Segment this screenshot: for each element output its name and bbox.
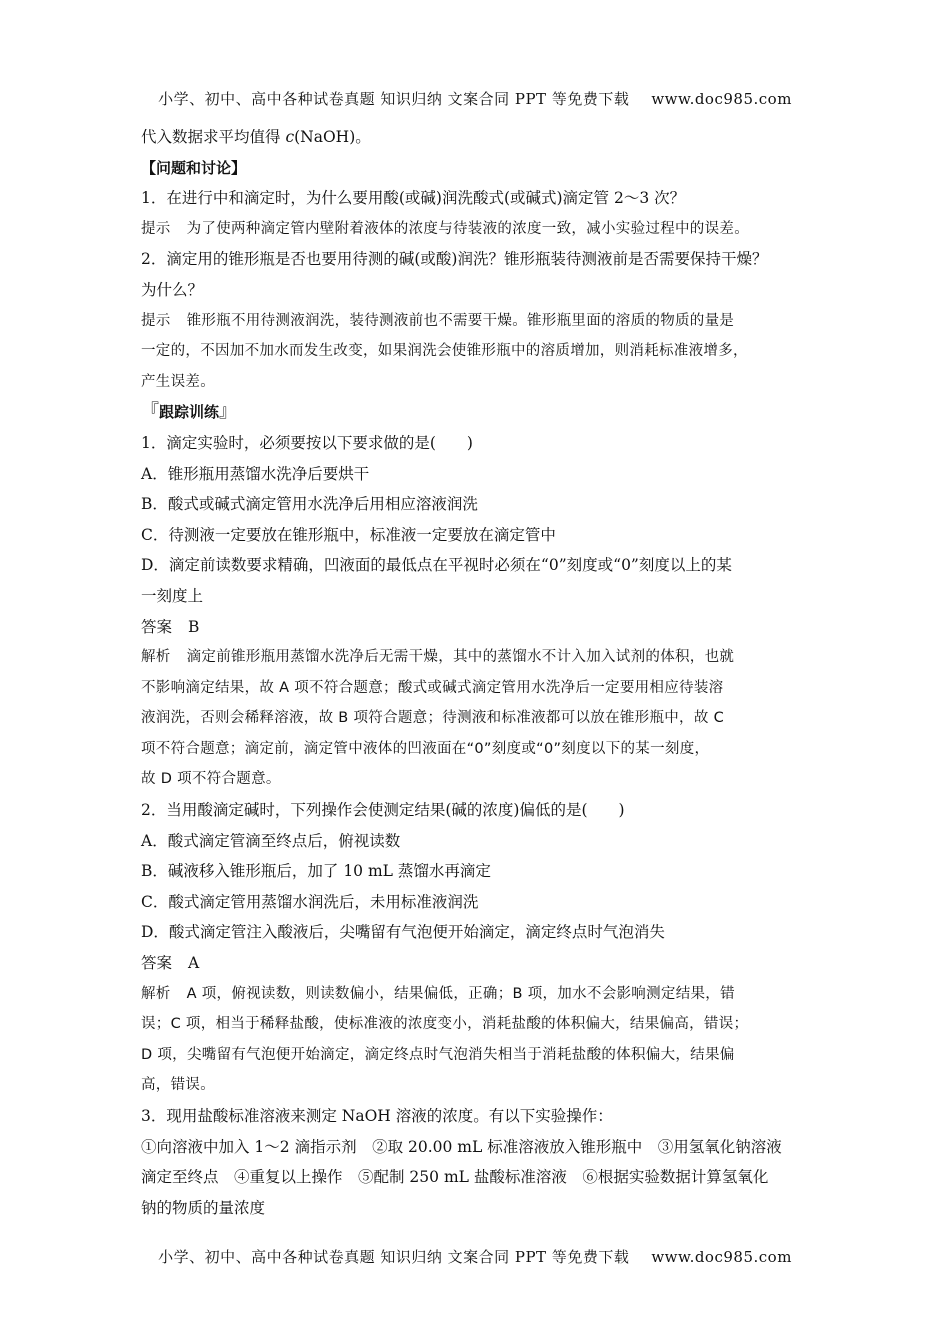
document-body — [141, 122, 825, 1223]
problem-2-explanation-line2: 误；C 项，相当于稀释盐酸，使标准液的浓度变小，消耗盐酸的体积偏大，结果偏高，错误； — [141, 1016, 749, 1033]
problem-1-explanation-line3: 液润洗，否则会稀释溶液，故 B 项符合题意；待测液和标准液都可以放在锥形瓶中，故 C — [141, 710, 724, 727]
problem-1-answer: 答案 B — [141, 617, 200, 636]
footer-url[interactable]: www.doc985.com — [651, 1248, 792, 1266]
discussion-question-1: 1．在进行中和滴定时，为什么要用酸(或碱)润洗酸式(或碱式)滴定管 2～3 次？ — [141, 189, 686, 208]
practice-heading: 『跟踪训练』 — [141, 401, 238, 423]
problem-2-explanation: 解析 A 项，俯视读数，则读数偏小，结果偏低，正确；B 项，加水不会影响测定结果，错 — [141, 985, 735, 1002]
explanation-label: 解析 — [141, 649, 171, 666]
problem-2-option-d: D．酸式滴定管注入酸液后，尖嘴留有气泡便开始滴定，滴定终点时气泡消失 — [141, 923, 665, 942]
problem-2-option-b: B．碱液移入锥形瓶后，加了 10 mL 蒸馏水再滴定 — [141, 862, 491, 881]
page-footer — [0, 1246, 950, 1267]
problem-2-question: 2．当用酸滴定碱时，下列操作会使测定结果(碱的浓度)偏低的是( ) — [141, 801, 625, 820]
problem-1-option-b: B．酸式或碱式滴定管用水洗净后用相应溶液润洗 — [141, 495, 478, 514]
header-url[interactable]: www.doc985.com — [651, 90, 792, 108]
hint-label: 提示 — [141, 312, 171, 329]
header-text: 小学、初中、高中各种试卷真题 知识归纳 文案合同 PPT 等免费下载 — [158, 90, 630, 108]
intro-line: 代入数据求平均值得 c(NaOH)。 — [141, 128, 371, 146]
problem-1-option-c: C．待测液一定要放在锥形瓶中，标准液一定要放在滴定管中 — [141, 525, 556, 544]
discussion-question-2: 2．滴定用的锥形瓶是否也要用待测的碱(或酸)润洗？锥形瓶装待测液前是否需要保持干燥？ — [141, 250, 768, 269]
problem-2-explanation-line3: D 项，尖嘴留有气泡便开始滴定，滴定终点时气泡消失相当于消耗盐酸的体积偏大，结果偏 — [141, 1046, 735, 1063]
discussion-hint-2: 提示 锥形瓶不用待测液润洗，装待测液前也不需要干燥。锥形瓶里面的溶质的物质的量是 — [141, 312, 735, 329]
problem-2-explanation-line4: 高，错误。 — [141, 1077, 215, 1094]
problem-3-steps-line3: 钠的物质的量浓度 — [141, 1198, 266, 1217]
answer-label: 答案 — [141, 954, 173, 973]
problem-2-answer: 答案 A — [141, 954, 200, 973]
problem-1-option-a: A．锥形瓶用蒸馏水洗净后要烘干 — [141, 464, 370, 483]
problem-1-explanation-line4: 项不符合题意；滴定前，滴定管中液体的凹液面在“0”刻度或“0”刻度以下的某一刻度， — [141, 740, 710, 757]
problem-1-option-d: D．滴定前读数要求精确，凹液面的最低点在平视时必须在“0”刻度或“0”刻度以上的某 — [141, 556, 732, 575]
discussion-hint-1: 提示 为了使两种滴定管内壁附着液体的浓度与待装液的浓度一致，减小实验过程中的误差。 — [141, 220, 750, 237]
footer-text: 小学、初中、高中各种试卷真题 知识归纳 文案合同 PPT 等免费下载 — [158, 1248, 630, 1266]
concentration-symbol: c — [285, 128, 295, 146]
hint-label: 提示 — [141, 220, 171, 237]
problem-2-option-a: A．酸式滴定管滴至终点后，俯视读数 — [141, 831, 401, 850]
discussion-question-2-cont: 为什么？ — [141, 280, 204, 299]
problem-2-option-c: C．酸式滴定管用蒸馏水润洗后，未用标准液润洗 — [141, 892, 479, 911]
answer-label: 答案 — [141, 617, 173, 636]
discussion-heading: 【问题和讨论】 — [141, 158, 247, 177]
page-header — [0, 88, 950, 109]
discussion-hint-2-line3: 产生误差。 — [141, 373, 215, 390]
problem-1-question: 1．滴定实验时，必须要按以下要求做的是( ) — [141, 433, 473, 452]
problem-1-option-d-cont: 一刻度上 — [141, 586, 204, 605]
problem-1-explanation-line5: 故 D 项不符合题意。 — [141, 771, 281, 788]
problem-3-steps: ①向溶液中加入 1～2 滴指示剂 ②取 20.00 mL 标准溶液放入锥形瓶中 ③用氢氧化钠溶液 — [141, 1137, 782, 1156]
problem-3-steps-line2: 滴定至终点 ④重复以上操作 ⑤配制 250 mL 盐酸标准溶液 ⑥根据实验数据计算氢氧化 — [141, 1168, 769, 1187]
discussion-hint-2-line2: 一定的，不因加不加水而发生改变，如果润洗会使锥形瓶中的溶质增加，则消耗标准液增多， — [141, 343, 748, 360]
problem-1-explanation: 解析 滴定前锥形瓶用蒸馏水洗净后无需干燥，其中的蒸馏水不计入加入试剂的体积，也就 — [141, 649, 735, 666]
problem-1-explanation-line2: 不影响滴定结果，故 A 项不符合题意；酸式或碱式滴定管用水洗净后一定要用相应待装溶 — [141, 679, 724, 696]
explanation-label: 解析 — [141, 985, 171, 1002]
problem-3-question: 3．现用盐酸标准溶液来测定 NaOH 溶液的浓度。有以下实验操作： — [141, 1107, 613, 1125]
